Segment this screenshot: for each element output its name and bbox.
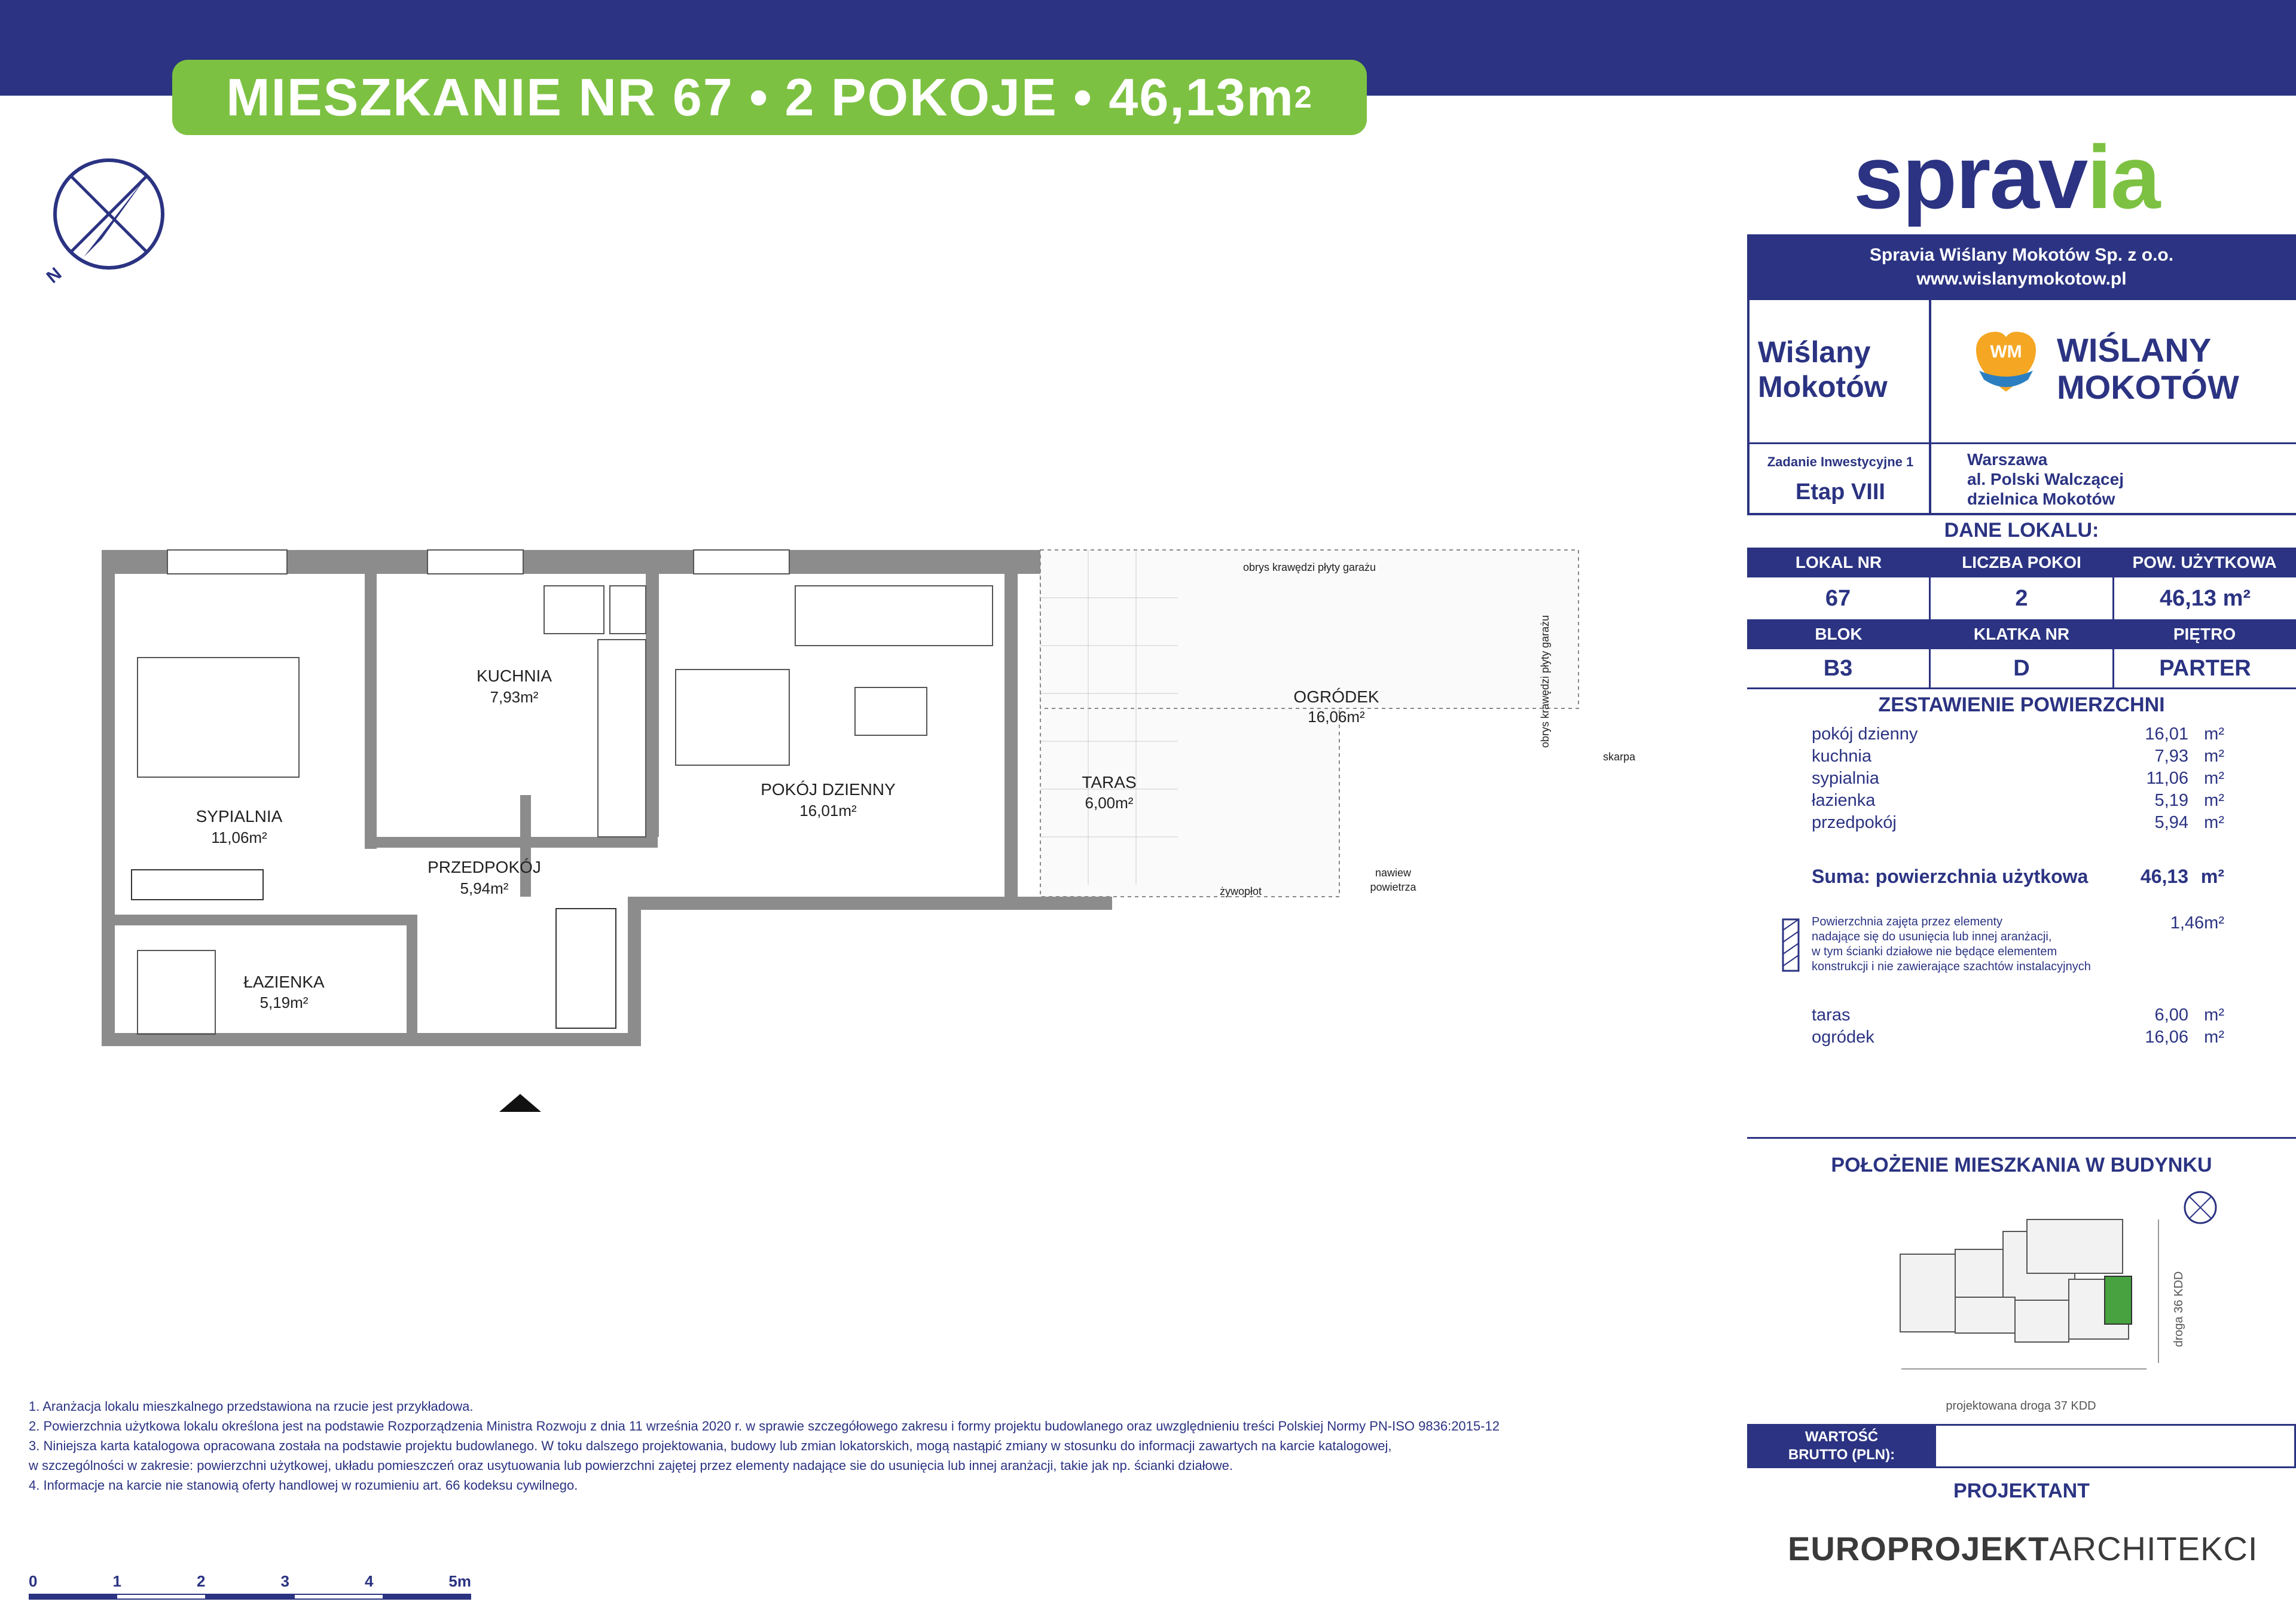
location-title: POŁOŻENIE MIESZKANIA W BUDYNKU [1831, 1154, 2212, 1176]
cell-value: D [1931, 649, 2114, 687]
unit-value-row-2 [1747, 649, 2296, 689]
location-divider [1747, 1137, 2296, 1139]
room-name: TARAS [1082, 773, 1137, 791]
stage-label: Zadanie Inwestycyjne 1 [1767, 454, 1914, 469]
price-label: WARTOŚĆ BRUTTO (PLN): [1747, 1424, 1936, 1468]
compass-letter: N [42, 264, 66, 288]
wislany-logo [1973, 329, 2039, 398]
plan-label: obrys krawędzi płyty garażu [1242, 561, 1376, 573]
panel-hline2 [1747, 513, 2296, 515]
room-name: OGRÓDEK [1293, 687, 1379, 706]
bed-icon [138, 658, 299, 777]
room-area: 5,94m² [460, 879, 509, 897]
area-sum-row: Suma: powierzchnia użytkowa 46,13 m² [1812, 866, 2224, 887]
unit-header-row-1 [1747, 548, 2296, 577]
room-area: 5,19m² [259, 994, 309, 1011]
project-name: Wiślany Mokotów [1758, 335, 1888, 404]
areas-list [1812, 723, 2224, 834]
wm-logo-icon [1973, 329, 2039, 395]
room-name: PRZEDPOKÓJ [428, 858, 541, 876]
areas-title: ZESTAWIENIE POWIERZCHNI [1878, 693, 2165, 716]
plan-label: skarpa [1602, 751, 1635, 763]
area-row: kuchnia 7,93 m² [1812, 747, 2224, 766]
footnotes: 1. Aranżacja lokalu mieszkalnego przedstawiona na rzucie jest przykładowa. 2. Powierzchnia użytkowa lokalu określona jest na podstawie Rozporządzenia Ministra Rozwoju z dnia 11 września 2020 r. w sprawie szczegółowego zakresu i formy projektu budowlanego oraz uwzględnieniu treści Polskiej Normy PN-ISO 9836:2015-12 3. Niniejsza karta katalogowa opracowana została na podstawie projektu budowlanego. W toku dalszego projektowania, budowy lub zmian lokatorskich, mogą nastąpić zmiany w stosunku do informacji zawartych na karcie katalogowej, w szczególności w zakresie: powierzchni użytkowej, układu pomieszczeń oraz usytuowania lub powierzchni zajętej przez elementy nadające sie do usunięcia lub innej aranżacji, takie jak np. ścianki działowe. 4. Informacje na karcie nie stanowią oferty handlowej w rozumieniu art. 66 kodeksu cywilnego. [29, 1399, 1500, 1493]
extra-areas [1812, 1004, 2224, 1049]
area-row: sypialnia 11,06 m² [1812, 769, 2224, 788]
entrance-arrow-icon [499, 1094, 541, 1112]
col-header: KLATKA NR [1930, 619, 2113, 649]
unit-value-row-1 [1747, 577, 2296, 619]
svg-text:droga 36 KDD: droga 36 KDD [2172, 1271, 2185, 1347]
stage: Etap VIII [1796, 479, 1885, 505]
panel-divider [1929, 300, 1931, 515]
room-area: 11,06m² [211, 829, 267, 846]
coffee-table-icon [855, 687, 927, 735]
room-name: KUCHNIA [476, 667, 552, 685]
scale-segments [29, 1594, 471, 1600]
area-note: Powierzchnia zajęta przez elementy nadające się do usunięcia lub innej aranżacji, w tym ścianki działowe nie będące elementem konstrukcji i nie zawierające szachtów instalacyjnych [1812, 915, 2091, 973]
room-name: POKÓJ DZIENNY [761, 780, 896, 799]
col-header: LOKAL NR [1747, 548, 1930, 577]
col-header: LICZBA POKOI [1930, 548, 2113, 577]
compass-icon [42, 167, 173, 288]
room-area: 6,00m² [1085, 794, 1134, 812]
company-name: Spravia Wiślany Mokotów Sp. z o.o. [1869, 245, 2174, 265]
col-header: PIĘTRO [2113, 619, 2296, 649]
col-header: BLOK [1747, 619, 1930, 649]
area-note-value: 1,46m² [2170, 913, 2224, 933]
cell-value: B3 [1747, 649, 1931, 687]
designer-logo: EUROPROJEKTARCHITEKCI [1788, 1530, 2258, 1567]
plan-label: nawiew [1375, 867, 1412, 879]
area-row: przedpokój 5,94 m² [1812, 813, 2224, 832]
hatch-legend-icon [1782, 918, 1800, 972]
cell-value: PARTER [2159, 655, 2251, 681]
room-area: 7,93m² [490, 688, 539, 706]
scale-bar [29, 1572, 471, 1602]
room-name: ŁAZIENKA [243, 973, 325, 991]
panel-hline [1747, 442, 2296, 444]
sofa-icon [795, 586, 993, 646]
garden-area-top [1040, 550, 1578, 708]
wislany-logo-text: WIŚLANY MOKOTÓW [2057, 331, 2239, 406]
area-row: taras 6,00 m² [1812, 1005, 2224, 1025]
svg-text:WM: WM [1990, 342, 2022, 362]
address: Warszawa al. Polski Walczącej dzielnica Mokotów [1967, 450, 2124, 508]
cell-value: 46,13 m² [2159, 585, 2251, 611]
area-row: pokój dzienny 16,01 m² [1812, 725, 2224, 744]
dining-table-icon [676, 670, 789, 765]
col-header: POW. UŻYTKOWA [2113, 548, 2296, 577]
floor-plan [102, 538, 1635, 1148]
cell-value: 2 [1931, 577, 2114, 619]
svg-text:projektowana droga 37 KDD: projektowana droga 37 KDD [1946, 1399, 2096, 1413]
scale-labels: 0 1 2 3 4 5m [29, 1572, 471, 1590]
walls [102, 550, 1112, 1046]
building-location-map [1883, 1190, 2230, 1423]
unit-header-row-2 [1747, 619, 2296, 649]
area-row: łazienka 5,19 m² [1812, 791, 2224, 810]
area-row: ogródek 16,06 m² [1812, 1028, 2224, 1047]
company-website: www.wislanymokotow.pl [1916, 269, 2127, 289]
company-info [1747, 234, 2296, 300]
room-area: 16,01m² [799, 802, 857, 820]
plan-label: obrys krawędzi płyty garażu [1539, 615, 1551, 748]
room-name: SYPIALNIA [196, 807, 283, 826]
spravia-logo: spravia [1854, 127, 2160, 227]
plan-label: żywopłot [1219, 885, 1262, 897]
panel-border [1747, 300, 1750, 515]
closet-icon [556, 909, 616, 1028]
cell-value: 67 [1747, 577, 1931, 619]
designer-title: PROJEKTANT [1953, 1480, 2090, 1502]
bathtub-icon [138, 950, 215, 1034]
page-title: MIESZKANIE NR 67 • 2 POKOJE • 46,13m 2 [172, 60, 1367, 135]
plan-label: powietrza [1370, 881, 1416, 893]
wardrobe-icon [132, 870, 263, 900]
room-area: 16,06m² [1308, 708, 1365, 726]
unit-section-title: DANE LOKALU: [1944, 519, 2099, 542]
